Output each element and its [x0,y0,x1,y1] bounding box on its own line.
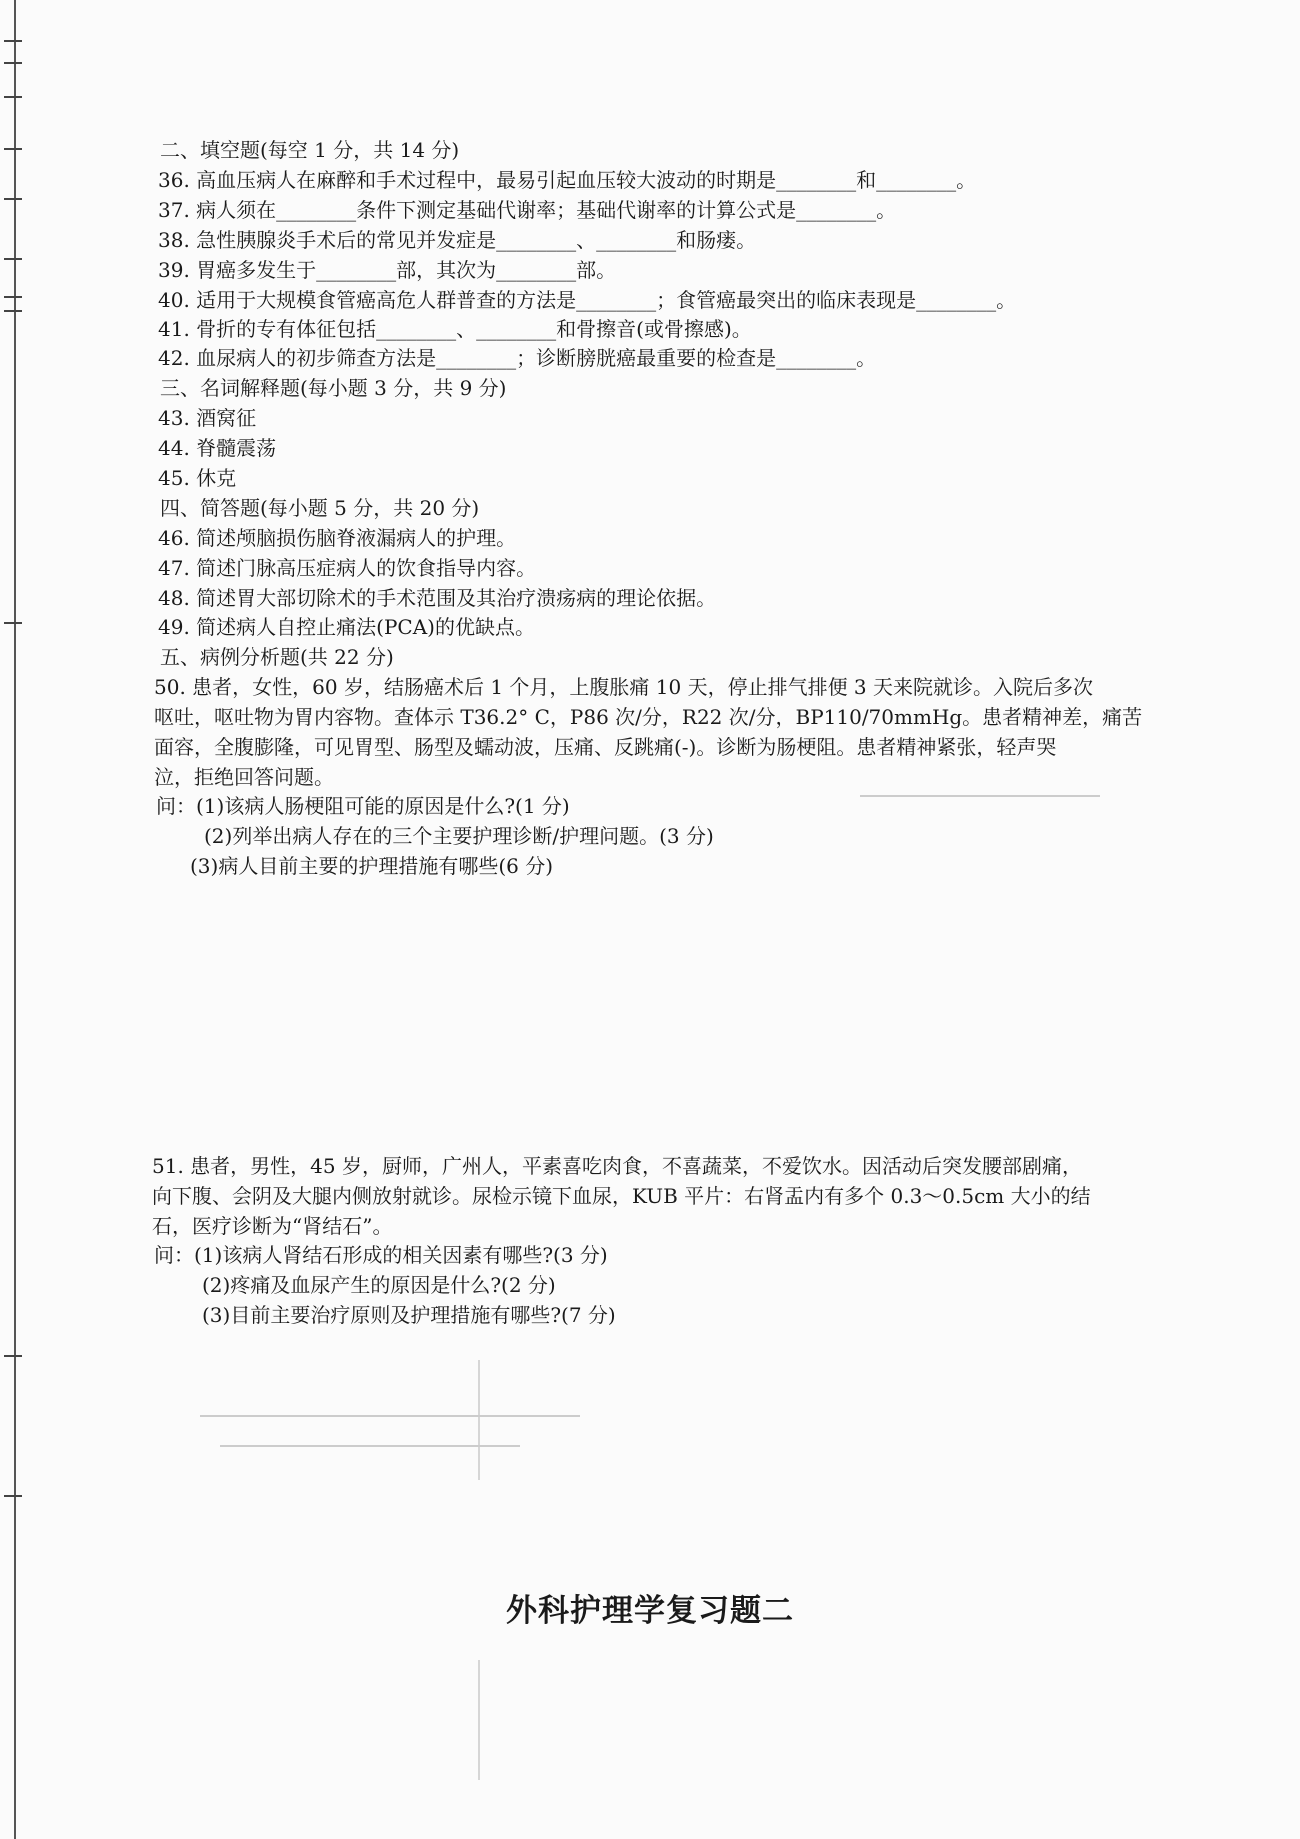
scan-mark [4,40,22,42]
scan-mark [4,198,22,200]
scan-mark [4,310,22,312]
question-38: 38. 急性胰腺炎手术后的常见并发症是________、________和肠瘘。 [158,228,757,252]
section-heading-cases: 五、病例分析题(共 22 分) [160,645,394,669]
section-heading-fill-in: 二、填空题(每空 1 分，共 14 分) [160,138,460,162]
scan-mark [4,296,22,298]
question-46: 46. 简述颅脑损伤脑脊液漏病人的护理。 [158,526,517,550]
case-50-question: (3)病人目前主要的护理措施有哪些(6 分) [190,854,554,878]
question-45: 45. 休克 [158,466,237,490]
case-51-text: 向下腹、会阴及大腿内侧放射就诊。尿检示镜下血尿，KUB 平片：右肾盂内有多个 0.3～0.5cm 大小的结 [152,1184,1091,1208]
question-39: 39. 胃癌多发生于________部，其次为________部。 [158,258,617,282]
question-49: 49. 简述病人自控止痛法(PCA)的优缺点。 [158,615,535,639]
scan-mark [4,62,22,64]
case-50-text: 泣，拒绝回答问题。 [154,765,334,789]
scan-mark [4,622,22,624]
question-47: 47. 简述门脉高压症病人的饮食指导内容。 [158,556,537,580]
case-51-question: (3)目前主要治疗原则及护理措施有哪些?(7 分) [202,1303,616,1327]
case-51-question: (2)疼痛及血尿产生的原因是什么?(2 分) [202,1273,556,1297]
question-37: 37. 病人须在________条件下测定基础代谢率；基础代谢率的计算公式是________。 [158,198,897,222]
section-heading-short-answer: 四、简答题(每小题 5 分，共 20 分) [160,496,480,520]
scan-edge-line [14,0,16,1839]
question-40: 40. 适用于大规模食管癌高危人群普查的方法是________；食管癌最突出的临床表现是________。 [158,288,1017,312]
case-50-text: 面容，全腹膨隆，可见胃型、肠型及蠕动波，压痛、反跳痛(-)。诊断为肠梗阻。患者精神紧张，轻声哭 [154,735,1057,759]
case-51-question: 问：(1)该病人肾结石形成的相关因素有哪些?(3 分) [154,1243,608,1267]
next-exam-title: 外科护理学复习题二 [506,1593,794,1629]
scan-fold-line [478,1360,480,1480]
scan-mark [4,96,22,98]
case-51-text: 石，医疗诊断为“肾结石”。 [152,1214,393,1238]
scan-mark [4,1355,22,1357]
section-heading-terms: 三、名词解释题(每小题 3 分，共 9 分) [160,376,507,400]
scan-noise [860,795,1100,797]
question-41: 41. 骨折的专有体征包括________、________和骨擦音(或骨擦感)。 [158,317,752,341]
question-42: 42. 血尿病人的初步筛查方法是________；诊断膀胱癌最重要的检查是________。 [158,346,877,370]
scan-mark [4,258,22,260]
case-50-text: 呕吐，呕吐物为胃内容物。查体示 T36.2° C，P86 次/分，R22 次/分，BP110/70mmHg。患者精神差，痛苦 [154,705,1143,729]
case-50-text: 50. 患者，女性，60 岁，结肠癌术后 1 个月，上腹胀痛 10 天，停止排气排便 3 天来院就诊。入院后多次 [154,675,1094,699]
scan-mark [4,148,22,150]
case-50-question: (2)列举出病人存在的三个主要护理诊断/护理问题。(3 分) [204,824,714,848]
case-50-question: 问：(1)该病人肠梗阻可能的原因是什么?(1 分) [156,794,570,818]
question-43: 43. 酒窝征 [158,406,257,430]
case-51-text: 51. 患者，男性，45 岁，厨师，广州人，平素喜吃肉食，不喜蔬菜，不爱饮水。因活动后突发腰部剧痛， [152,1154,1082,1178]
question-44: 44. 脊髓震荡 [158,436,277,460]
scan-mark [4,1495,22,1497]
question-36: 36. 高血压病人在麻醉和手术过程中，最易引起血压较大波动的时期是________和________。 [158,168,977,192]
scan-fold-line [478,1660,480,1780]
scan-noise [220,1445,520,1447]
question-48: 48. 简述胃大部切除术的手术范围及其治疗溃疡病的理论依据。 [158,586,717,610]
scan-noise [200,1415,580,1417]
